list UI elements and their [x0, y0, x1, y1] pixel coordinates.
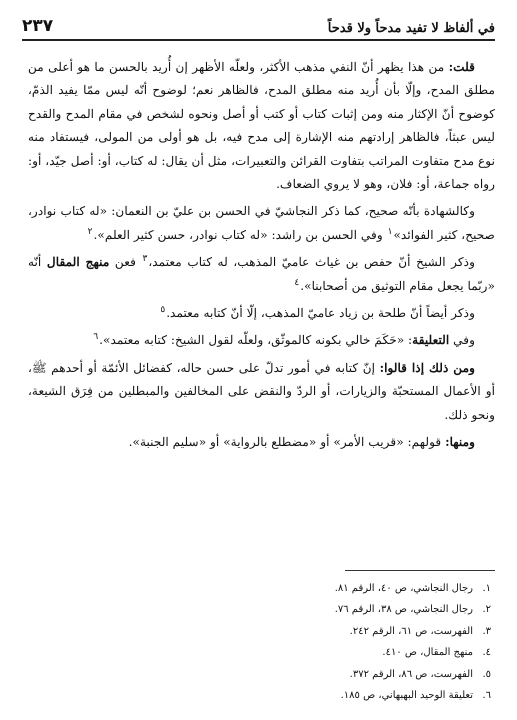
footnote-text: منهج المقال، ص ٤١٠. [382, 647, 473, 659]
page-number: ٢٣٧ [22, 16, 54, 36]
paragraph-text: إنّ كتابه في أمور تدلّ على حسن حاله، كفضائل الأئمّة أو أحدهم ﷺ، أو الأعمال المستحبّة والزيارات، أو الردّ والنقض على المخالفين والمبطلين من فِرَق الشيعة، ونحو ذلك. [28, 360, 495, 422]
footnote-item [200, 642, 491, 663]
footnote-item [200, 578, 491, 599]
footnote-text: الفهرست، ص ٨٦، الرقم ٣٧٢. [349, 668, 473, 680]
paragraph-taliqa [28, 329, 495, 352]
footnote-marker[interactable]: ٥ [160, 305, 166, 315]
footnote-number: ٢. [482, 604, 491, 616]
footnote-item [200, 685, 491, 706]
paragraph-lead: ومنها: [445, 435, 475, 450]
paragraph-shahada [28, 200, 495, 247]
page-header [22, 12, 495, 36]
running-title: في ألفاظ لا تفيد مدحاً ولا قدحاً [327, 21, 495, 36]
paragraph-text: فعن [109, 255, 142, 270]
paragraph-text: وفي الحسن بن راشد: «له كتاب نوادر، حسن كثير العلم». [93, 227, 387, 242]
paragraph-text: وكالشهادة بأنّه صحيح، كما ذكر النجاشيّ في الحسن بن عليّ بن النعمان: «له كتاب نوادر، صحيح، كثير الفوائد» [28, 204, 495, 242]
paragraph-qult [28, 56, 495, 196]
paragraph-lead: قلت: [448, 60, 475, 74]
footnote-rule [345, 570, 495, 571]
paragraph-text: وذكر أيضاً أنّ طلحة بن زياد عاميّ المذهب، إلّا أنّ كتابه معتمد. [166, 306, 475, 321]
footnote-marker[interactable]: ٦ [93, 332, 99, 343]
paragraph-minha [28, 431, 495, 454]
footnote-text: رجال النجاشي، ص ٤٠، الرقم ٨١. [334, 583, 473, 594]
paragraph-text: من هذا يظهر أنّ النفي مذهب الأكثر، ولعلّه الأظهر إن أُريد بالحسن ما هو أعلى من مطلق المدح، وإلّا بأن أُريد منه مطلق المدح، فالظاهر نعم؛ لوضوح أنّه ليس ممّا يفيد الذمّ، كوضوح أنّ الإكثار منه ومن إثبات كتاب أو كتب أو أصل ونحوه لشخص في مقام المدح والقدح ليس عبثاً، فالظاهر إرادتهم منه الإشارة إلى مدح فيه، بل هو أولى من المولى، فيستفاد منه نوع مدح متفاوت المراتب بتفاوت القرائن والتعبيرات، مثل أن يقال: له كتاب، أو: أصل جيّد، أو: رواه جماعة، أو: فلان، وهو لا يروي الضعاف. [28, 60, 495, 192]
paragraph-text: أنّه «ربّما يجعل مقام التوثيق من أصحابنا». [28, 255, 495, 293]
paragraph-text: وذكر الشيخ أنّ حفص بن غياث عاميّ المذهب، له كتاب معتمد، [148, 255, 475, 270]
footnote-text: تعليقة الوحيد البهبهاني، ص ١٨٥. [340, 690, 473, 702]
paragraph-min-dhalik [28, 357, 495, 427]
paragraph-talha [28, 302, 495, 325]
footnote-number: ٤. [482, 647, 491, 659]
header-rule [22, 39, 495, 41]
book-title: التعليقة [412, 333, 450, 348]
paragraph-text: وفي [449, 333, 475, 348]
footnote-marker[interactable]: ٣ [142, 254, 148, 265]
footnote-number: ٣. [482, 625, 491, 637]
footnote-text: رجال النجاشي، ص ٣٨، الرقم ٧٦. [334, 604, 473, 616]
footnote-marker[interactable]: ٤ [294, 277, 300, 288]
footnote-number: ١. [482, 583, 491, 594]
footnote-marker[interactable]: ٢ [87, 226, 93, 237]
footnote-number: ٦. [482, 690, 491, 702]
book-title: منهج المقال [46, 255, 110, 270]
paragraph-text: : «حَكَمَ خالي بكونه كالموثّق، ولعلّه لقول الشيخ: كتابه معتمد». [99, 333, 413, 348]
footnote-item [200, 599, 491, 620]
main-text [28, 56, 495, 459]
footnote-item [200, 621, 491, 642]
paragraph-text: قولهم: «قريب الأمر» أو «مضطلع بالرواية» أو «سليم الجنبة». [128, 435, 446, 450]
footnote-text: الفهرست، ص ٦١، الرقم ٢٤٢. [349, 625, 473, 637]
footnote-item [200, 664, 491, 685]
footnote-marker[interactable]: ١ [387, 226, 393, 237]
footnotes [200, 578, 491, 706]
paragraph-lead: ومن ذلك إذا قالوا: [379, 360, 476, 375]
paragraph-hafs [28, 251, 495, 298]
footnote-number: ٥. [482, 668, 491, 680]
